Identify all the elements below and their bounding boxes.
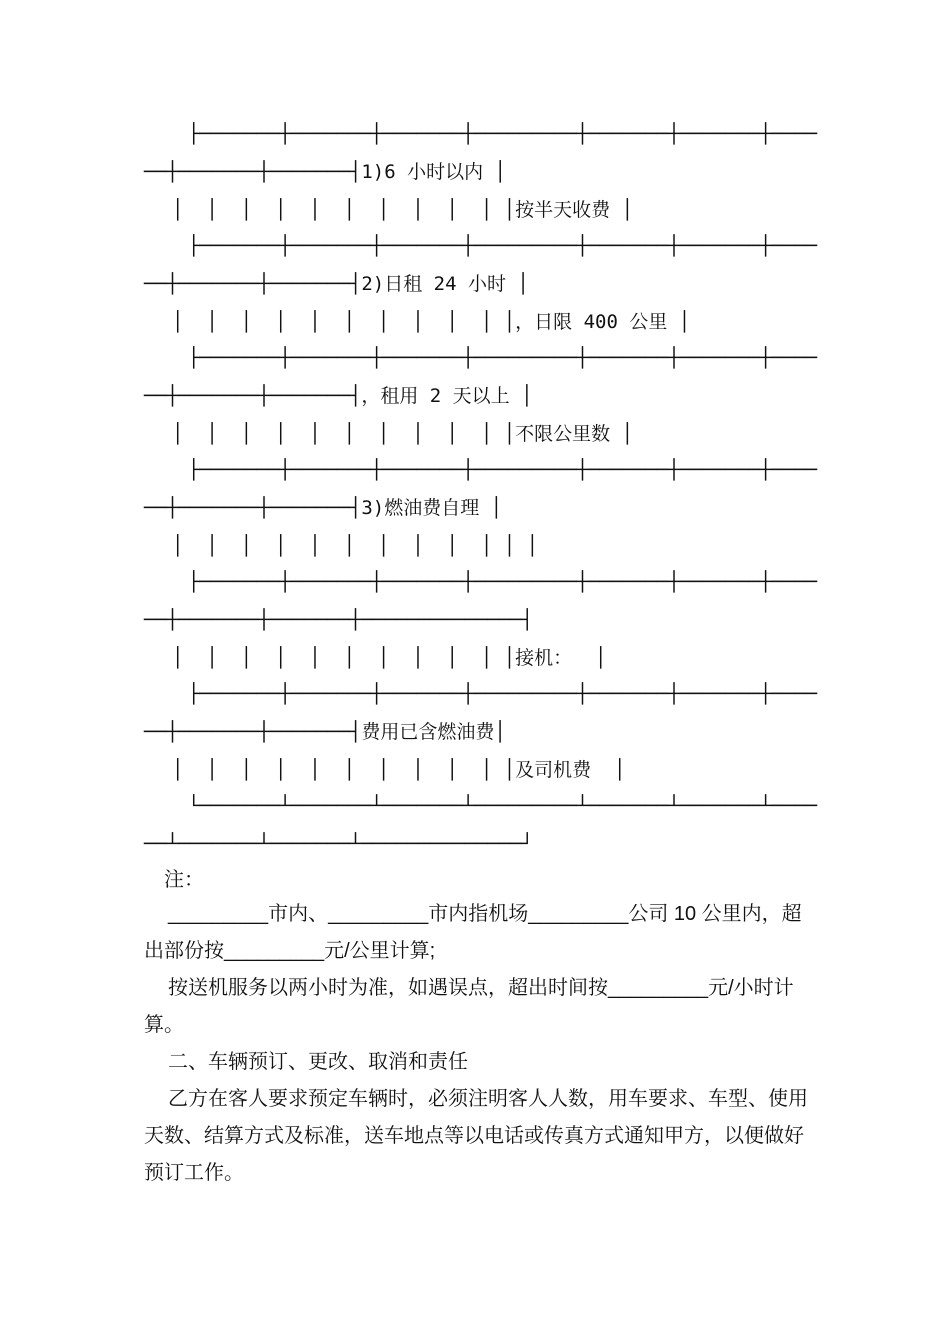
table-line: ──┼───────┼───────┤3)燃油费自理 │ bbox=[144, 497, 503, 519]
table-line: ──┼───────┼───────┤2)日租 24 小时 │ bbox=[144, 273, 529, 295]
table-line: │ │ │ │ │ │ │ │ │ │ │不限公里数 │ bbox=[172, 423, 634, 445]
table-line: ──┴───────┴───────┴──────────────┘ bbox=[144, 833, 533, 855]
table-line: ├───────┼───────┼───────┼─────────┼───────┼───────┼──── bbox=[188, 123, 818, 145]
table-line: └───────┴───────┴───────┴─────────┴───────┴───────┴──── bbox=[188, 795, 818, 817]
section-title: 二、车辆预订、更改、取消和责任 bbox=[168, 1051, 468, 1073]
table-line: ──┼───────┼───────┤，租用 2 天以上 │ bbox=[144, 385, 533, 407]
table-line: ──┼───────┼───────┤费用已含燃油费│ bbox=[144, 721, 506, 743]
table-line: │ │ │ │ │ │ │ │ │ │ │按半天收费 │ bbox=[172, 199, 634, 221]
paragraph-delay-fee: 按送机服务以两小时为准，如遇误点，超出时间按_________元/小时计算。 bbox=[144, 977, 794, 1036]
table-line: ──┼───────┼───────┼──────────────┤ bbox=[144, 609, 533, 631]
table-line: ├───────┼───────┼───────┼─────────┼───────┼───────┼──── bbox=[188, 459, 818, 481]
table-line: │ │ │ │ │ │ │ │ │ │ │接机： │ bbox=[172, 647, 607, 669]
table-line: ├───────┼───────┼───────┼─────────┼───────┼───────┼──── bbox=[188, 347, 818, 369]
table-line: │ │ │ │ │ │ │ │ │ │ │，日限 400 公里 │ bbox=[172, 311, 691, 333]
table-line: │ │ │ │ │ │ │ │ │ │ │ │ bbox=[172, 535, 539, 557]
table-line: ├───────┼───────┼───────┼─────────┼───────┼───────┼──── bbox=[188, 683, 818, 705]
table-line: ├───────┼───────┼───────┼─────────┼───────┼───────┼──── bbox=[188, 571, 818, 593]
paragraph-airport-range: _________市内、_________市内指机场_________公司 10 公里内，超出部份按_________元/公里计算; bbox=[144, 903, 802, 962]
note-label: 注： bbox=[164, 869, 204, 891]
table-line: ├───────┼───────┼───────┼─────────┼───────┼───────┼──── bbox=[188, 235, 818, 257]
table-line: │ │ │ │ │ │ │ │ │ │ │及司机费 │ bbox=[172, 759, 626, 781]
paragraph-booking: 乙方在客人要求预定车辆时，必须注明客人人数，用车要求、车型、使用天数、结算方式及标准，送车地点等以电话或传真方式通知甲方，以便做好预订工作。 bbox=[144, 1088, 808, 1184]
table-line: ──┼───────┼───────┤1)6 小时以内 │ bbox=[144, 161, 506, 183]
